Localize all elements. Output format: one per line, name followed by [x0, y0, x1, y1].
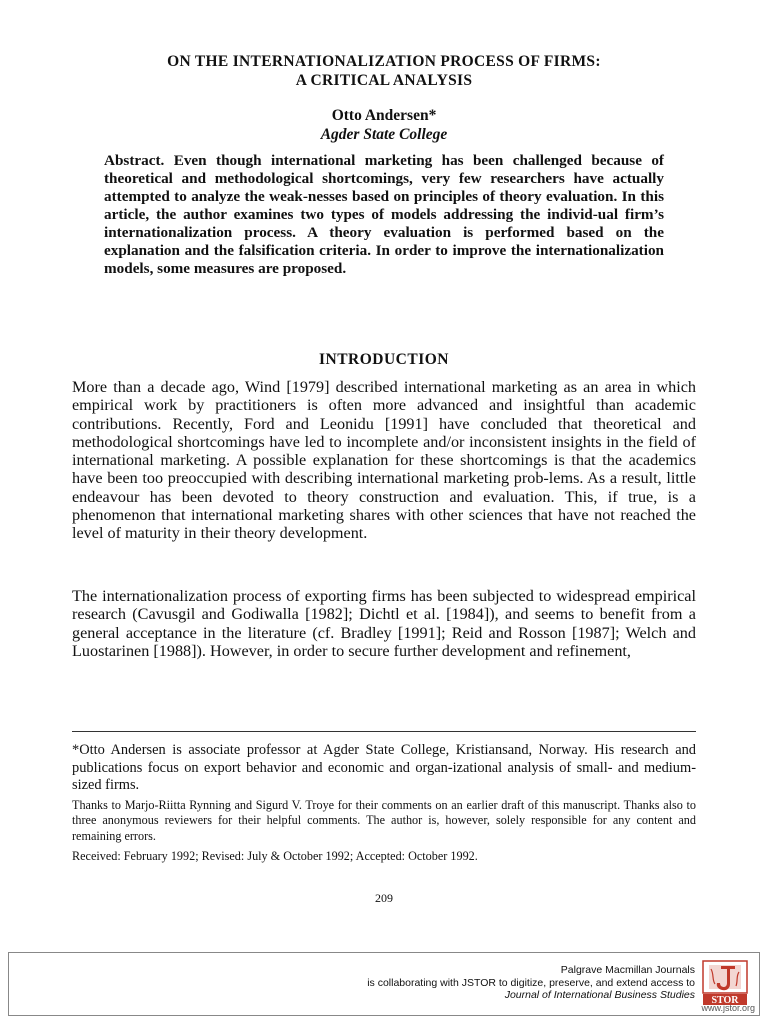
jstor-journal-name: Journal of International Business Studies: [504, 989, 695, 1001]
article-title: [0, 52, 768, 90]
jstor-url-link[interactable]: www.jstor.org: [701, 1003, 755, 1013]
article-title-line-1: ON THE INTERNATIONALIZATION PROCESS OF FIRMS:: [167, 53, 601, 70]
jstor-logo-text: STOR: [711, 995, 739, 1006]
received-dates-note: Received: February 1992; Revised: July & October 1992; Accepted: October 1992.: [72, 849, 478, 863]
jstor-logo-icon[interactable]: [701, 960, 749, 1006]
author-affiliation: Agder State College: [320, 126, 448, 143]
jstor-banner-text: [367, 964, 695, 1002]
acknowledgements-note: Thanks to Marjo-Riitta Rynning and Sigurd V. Troye for their comments on an earlier draft of this manuscript. Thanks also to three anonymous reviewers for their helpful comments. The author is, however, solely responsible for any content and remaining errors.: [72, 798, 696, 843]
author-name: Otto Andersen*: [331, 107, 437, 124]
author-footnote: *Otto Andersen is associate professor at Agder State College, Kristiansand, Norway. His research and publications focus on export behavior and economic and organ-izational analysis of small- and medium-sized firms.: [72, 742, 696, 793]
paragraph-2: The internationalization process of exporting firms has been subjected to widespread empirical research (Cavusgil and Godiwalla [1982]; Dichtl et al. [1984]), and seems to benefit from a general acceptance in the literature (cf. Bradley [1991]; Reid and Rosson [1987]; Welch and Luostarinen [1988]). However, in order to secure further development and refinement,: [72, 587, 696, 660]
jstor-publisher: Palgrave Macmillan Journals: [560, 964, 695, 976]
section-heading-introduction: INTRODUCTION: [318, 351, 449, 368]
paragraph-1: More than a decade ago, Wind [1979] described international marketing as an area in which empirical work by practitioners is often more advanced and insightful than academic contributions. Recently, Ford and Leonidu [1991] have concluded that theoretical and methodological shortcomings have led to incomplete and/or inconsistent insights in the field of international marketing. A possible explanation for these shortcomings is that the academics have been too preoccupied with describing international marketing prob-lems. As a result, little endeavour has been devoted to theory construction and evaluation. This, if true, is a phenomenon that international marketing shares with other sciences that have not reached the level of maturity in their theory development.: [72, 378, 696, 543]
footnote-divider: [72, 731, 696, 732]
article-title-line-2: A CRITICAL ANALYSIS: [295, 72, 473, 89]
jstor-banner[interactable]: [8, 952, 760, 1016]
page-number: 209: [375, 891, 393, 905]
abstract: Abstract. Even though international marketing has been challenged because of theoretical and methodological shortcomings, very few researchers have actually attempted to analyze the weak-nesses based on principles of theory evaluation. In this article, the author examines two types of models addressing the individ-ual firm’s internationalization process. A theory evaluation is performed based on the explanation and the falsification criteria. In order to improve the internationalization models, some measures are proposed.: [104, 152, 664, 277]
jstor-collaboration-line: is collaborating with JSTOR to digitize, preserve, and extend access to: [367, 976, 695, 989]
